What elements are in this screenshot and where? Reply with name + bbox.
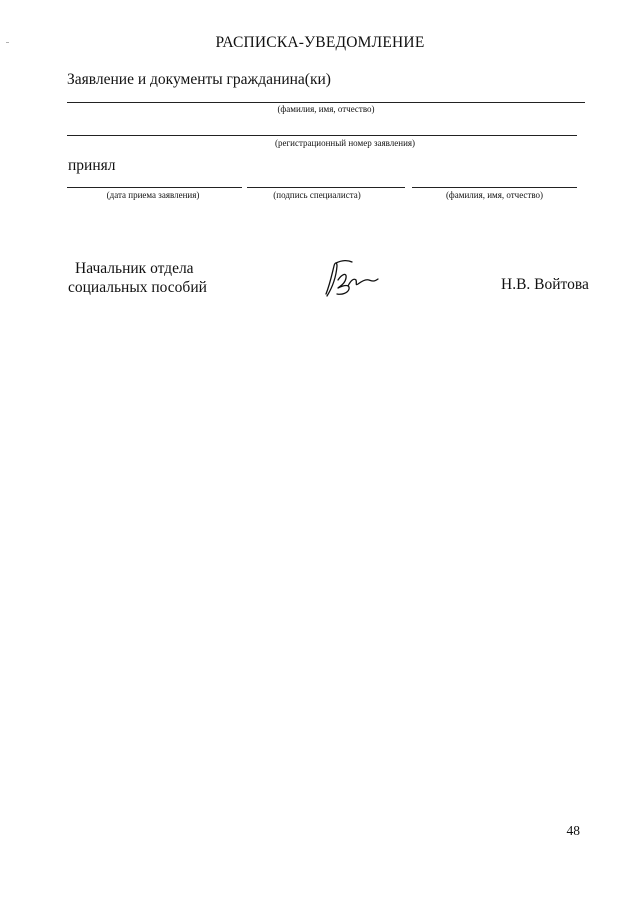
intro-text: Заявление и документы гражданина(ки) [67,71,331,88]
date-received-caption: (дата приема заявления) [106,190,200,200]
applicant-name-line [67,102,585,103]
handwritten-signature [322,258,382,300]
registration-number-caption: (регистрационный номер заявления) [274,138,416,148]
specialist-signature-line [247,187,405,188]
signatory-position-line1: Начальник отдела [75,260,194,277]
signatory-position-line2: социальных пособий [68,279,207,296]
page-number: 48 [566,823,580,838]
signatory-name: Н.В. Войтова [501,276,589,293]
accepted-label: принял [68,157,116,174]
specialist-name-caption: (фамилия, имя, отчество) [445,190,544,200]
registration-number-line [67,135,577,136]
applicant-name-caption: (фамилия, имя, отчество) [277,104,375,114]
document-title: РАСПИСКА-УВЕДОМЛЕНИЕ [215,34,425,51]
date-received-line [67,187,242,188]
specialist-signature-caption: (подпись специалиста) [273,190,361,200]
specialist-name-line [412,187,577,188]
